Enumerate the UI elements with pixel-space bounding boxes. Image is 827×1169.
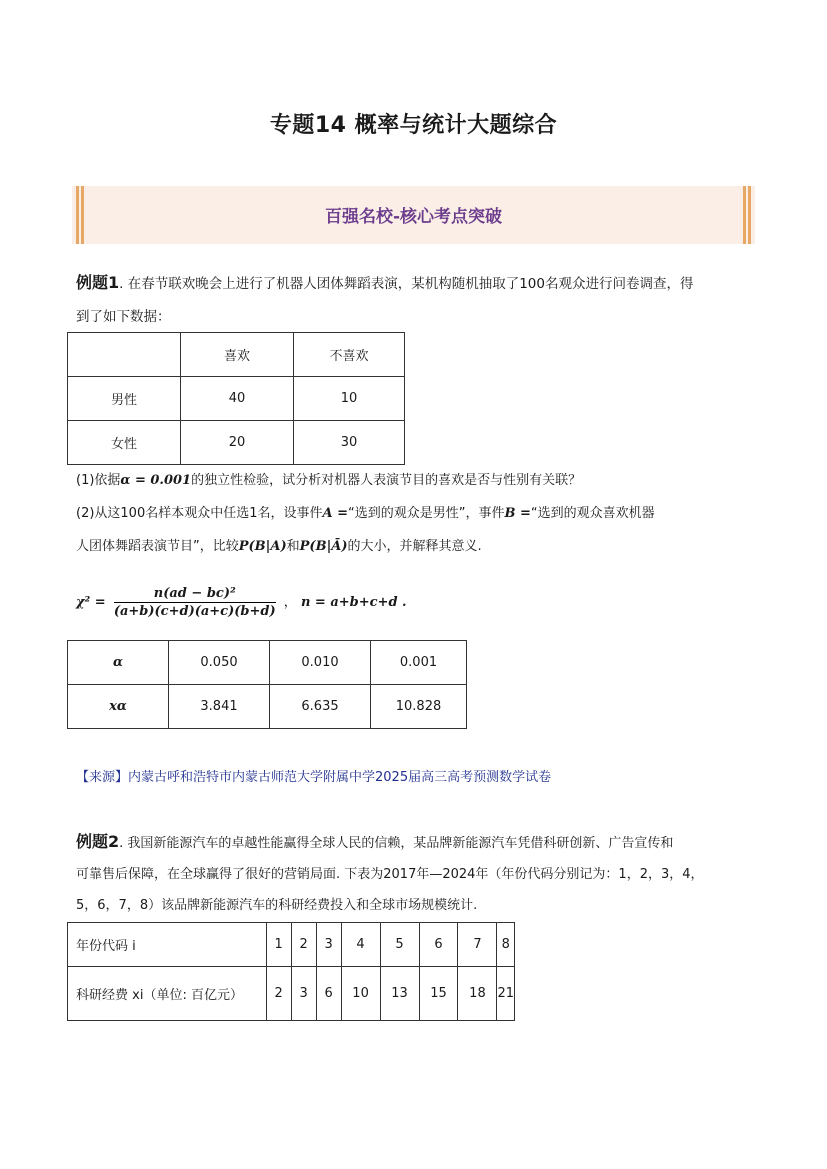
- q2-prob2: P(B|Ā): [299, 539, 348, 554]
- preference-table: [67, 332, 405, 465]
- banner-title: 百强名校-核心考点突破: [324, 207, 503, 227]
- funding-cell: 6: [316, 967, 341, 1021]
- example1-text: [76, 266, 766, 334]
- crit-cell: 0.001: [371, 641, 467, 685]
- crit-cell: 6.635: [270, 685, 371, 729]
- funding-cell: 18: [458, 967, 497, 1021]
- q2-and: 和: [286, 539, 300, 554]
- formula-numerator: n(ad − bc)²: [114, 586, 276, 603]
- q2-prob1: P(B|A): [238, 539, 287, 554]
- crit-cell: 0.050: [169, 641, 270, 685]
- example1-line2: 到了如下数据：: [76, 309, 171, 325]
- funding-label: 科研经费 xi（单位: 百亿元）: [68, 967, 267, 1021]
- crit-cell: 3.841: [169, 685, 270, 729]
- q1-prefix: (1)依据: [76, 473, 121, 488]
- preference-header-cell: 喜欢: [181, 333, 294, 377]
- preference-header-cell: 不喜欢: [294, 333, 405, 377]
- funding-cell: 3: [291, 967, 316, 1021]
- year-code-cell: 1: [266, 923, 291, 967]
- formula-denominator: (a+b)(c+d)(a+c)(b+d): [113, 604, 276, 619]
- year-code-cell: 5: [380, 923, 419, 967]
- q1-suffix: 的独立性检验，试分析对机器人表演节目的喜欢是否与性别有关联？: [191, 473, 582, 488]
- year-code-cell: 3: [316, 923, 341, 967]
- funding-cell: 13: [380, 967, 419, 1021]
- funding-cell: 21: [497, 967, 515, 1021]
- critical-value-table: [67, 640, 467, 729]
- year-code-cell: 6: [419, 923, 458, 967]
- crit-cell: 0.010: [270, 641, 371, 685]
- year-code-cell: 4: [341, 923, 380, 967]
- preference-cell: 40: [181, 377, 294, 421]
- preference-header-cell: [68, 333, 181, 377]
- q2-line2-prefix: 人团体舞蹈表演节目”，比较: [76, 539, 239, 554]
- q2-prefix: (2)从这100名样本观众中任选1名，设事件: [76, 506, 323, 521]
- year-code-cell: 2: [291, 923, 316, 967]
- example2-text: [76, 826, 766, 921]
- formula-n: n = a+b+c+d .: [300, 595, 407, 610]
- preference-cell: 男性: [68, 377, 181, 421]
- q2-line2-suffix: 的大小，并解释其意义.: [347, 539, 482, 554]
- example1-questions: [76, 464, 766, 563]
- example2-line2: 可靠售后保障，在全球赢得了很好的营销局面. 下表为2017年—2024年（年份代码分别记为：1，2，3，4，: [76, 867, 704, 882]
- example2-line3: 5，6，7，8）该品牌新能源汽车的科研经费投入和全球市场规模统计.: [76, 898, 478, 913]
- page-title: 专题14 概率与统计大题综合: [269, 113, 558, 138]
- crit-cell: xα: [68, 685, 169, 729]
- example2-lead: 例题2: [76, 832, 120, 851]
- q2-mid: “选到的观众是男性”，事件: [348, 506, 505, 521]
- crit-cell: 10.828: [371, 685, 467, 729]
- section-banner: [72, 186, 755, 244]
- year-code-cell: 8: [497, 923, 515, 967]
- research-funding-table: [67, 922, 515, 1021]
- source-note: 【来源】内蒙古呼和浩特市内蒙古师范大学附属中学2025届高三高考预测数学试卷: [76, 770, 552, 785]
- q1-alpha: α = 0.001: [120, 473, 192, 488]
- example1-lead: 例题1: [76, 273, 120, 292]
- year-code-cell: 7: [458, 923, 497, 967]
- formula-separator: ，: [283, 595, 297, 610]
- formula-lhs: χ² =: [76, 595, 106, 610]
- crit-cell: α: [68, 641, 169, 685]
- funding-cell: 10: [341, 967, 380, 1021]
- funding-cell: 2: [266, 967, 291, 1021]
- example2-line1: . 我国新能源汽车的卓越性能赢得全球人民的信赖，某品牌新能源汽车凭借科研创新、广告宣传和: [119, 836, 674, 851]
- q2-suffix: “选到的观众喜欢机器: [530, 506, 655, 521]
- chi-square-formula: [76, 586, 407, 630]
- example1-line1: . 在春节联欢晚会上进行了机器人团体舞蹈表演，某机构随机抽取了100名观众进行问卷调查，得: [119, 276, 694, 292]
- q2-event-b: B =: [504, 506, 531, 521]
- preference-cell: 20: [181, 421, 294, 465]
- preference-cell: 女性: [68, 421, 181, 465]
- q2-event-a: A =: [322, 506, 349, 521]
- preference-cell: 10: [294, 377, 405, 421]
- preference-cell: 30: [294, 421, 405, 465]
- funding-cell: 15: [419, 967, 458, 1021]
- year-code-label: 年份代码 i: [68, 923, 267, 967]
- formula-fraction: [114, 586, 276, 619]
